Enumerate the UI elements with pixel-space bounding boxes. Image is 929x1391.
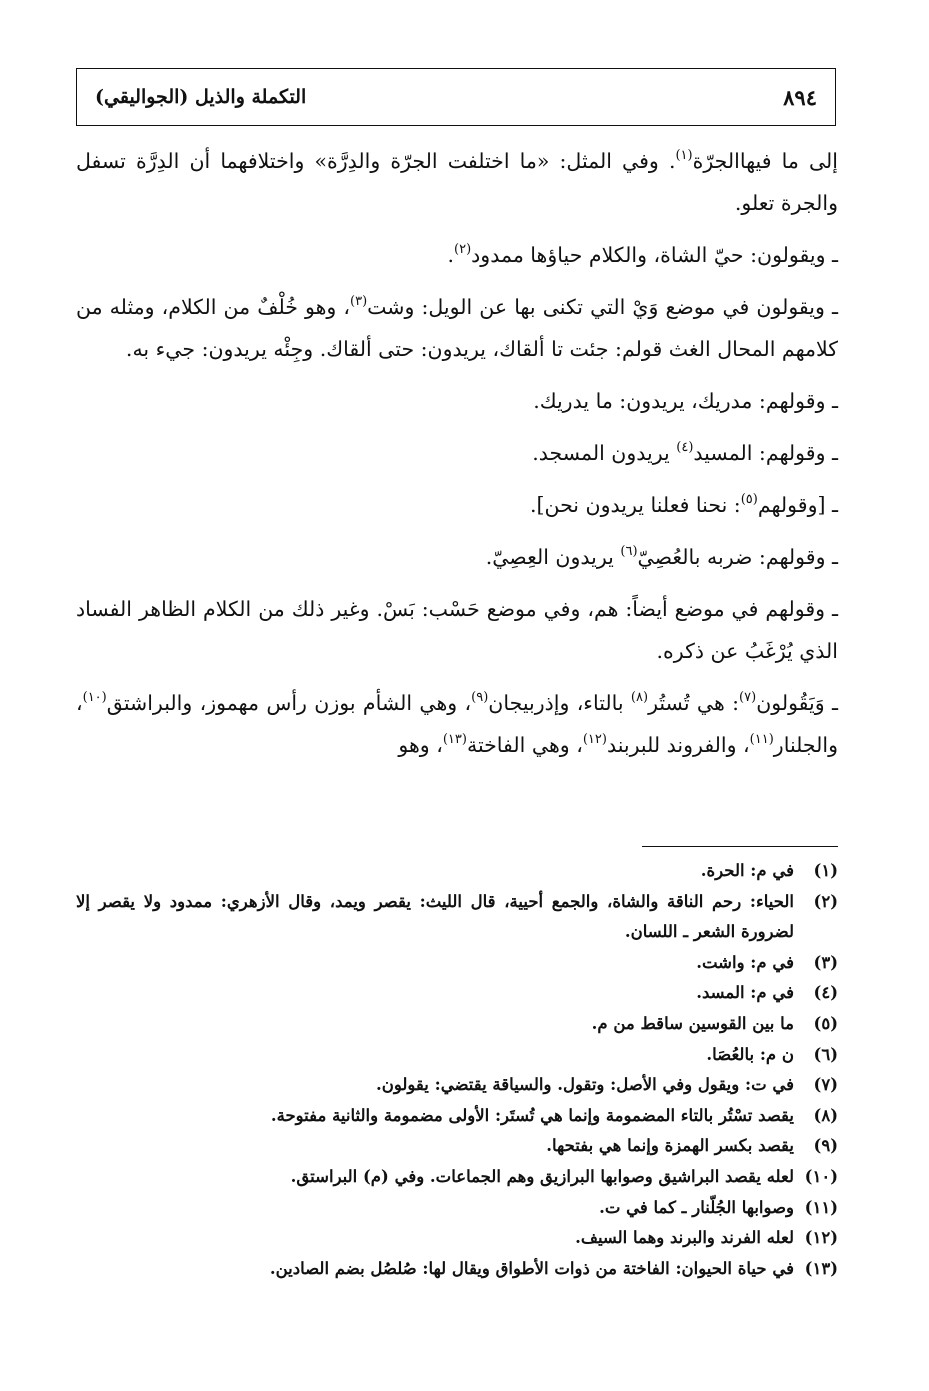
- footnote-separator: [642, 846, 838, 847]
- footnote: [76, 1040, 838, 1071]
- footnote-ref: (٣): [350, 294, 368, 309]
- footnote-text: وصوابها الجُلّنار ـ كما في ت.: [599, 1197, 794, 1217]
- footnotes: [76, 856, 838, 1284]
- footnote-ref: (٧): [739, 690, 757, 705]
- text-run: ـ ويقولون في موضع وَيْ التي تكنى بها عن الويل: وشت: [367, 295, 838, 319]
- footnote: [76, 978, 838, 1009]
- footnote-number: (٥): [813, 1013, 838, 1033]
- paragraph: [76, 140, 838, 224]
- footnote-text: الحياء: رحم الناقة والشاة، والجمع أحيية، قال الليث: يقصر ويمد، وقال الأزهري: ممدود ولا يقصر إلا لضرورة الشعر ـ اللسان.: [76, 891, 794, 942]
- footnote-text: في م: المسد.: [696, 983, 794, 1003]
- running-header: [76, 68, 836, 126]
- footnote: [76, 887, 838, 948]
- footnote-number: (٩): [813, 1136, 838, 1156]
- footnote-number: (١٢): [804, 1228, 838, 1248]
- footnote: [76, 1101, 838, 1132]
- footnote-text: في حياة الحيوان: الفاختة من ذوات الأطواق ويقال لها: صُلصُل بضم الصادين.: [269, 1258, 794, 1278]
- footnote-number: (٣): [813, 952, 838, 972]
- paragraph: [76, 484, 838, 526]
- paragraph: [76, 432, 838, 474]
- footnote-number: (١٠): [804, 1166, 838, 1186]
- footnote: [76, 1162, 838, 1193]
- footnote-number: (١٣): [804, 1258, 838, 1278]
- footnote-ref: (٥): [740, 492, 758, 507]
- text-run: ـ ويقولون: حيّ الشاة، والكلام حياؤها ممدود: [471, 243, 838, 267]
- text-run: ـ [وقولهم: [757, 493, 838, 517]
- text-run: ـ وقولهم في موضع أيضاً: هم، وفي موضع حَسْب: بَسْ. وغير ذلك من الكلام الظاهر الفساد الذي يُرْغَبُ عن ذكره.: [76, 597, 838, 663]
- footnote-ref: (٦): [620, 544, 638, 559]
- running-title: التكملة والذيل (الجواليقي): [95, 86, 307, 108]
- text-run: . وفي المثل: «ما اختلفت الجرّة والدِرَّة» واختلافهما أن الدِرَّة تسفل والجرة تعلو.: [76, 149, 838, 215]
- footnote-number: (٧): [813, 1075, 838, 1095]
- text-run: يريدون العِصِيّ.: [485, 545, 621, 569]
- footnote-ref: (٢): [454, 242, 472, 257]
- text-run: .: [447, 243, 455, 267]
- footnote: [76, 1254, 838, 1285]
- text-run: بالتاء، وإذربيجان: [488, 691, 631, 715]
- footnote-text: في م: الحرة.: [700, 861, 794, 880]
- text-run: ، وهو خُلْفٌ من الكلام، ومثله من كلامهم المحال الغث قولم: جئت تا ألقاك، يريدون: حتى ألقاك. وجِئْه يريدون: جيء به.: [76, 295, 838, 361]
- footnote-text: يقصد تسْتُر بالتاء المضمومة وإنما هي تُستَر: الأولى مضمومة والثانية مفتوحة.: [270, 1105, 794, 1125]
- page-number: ٨٩٤: [783, 84, 817, 110]
- footnote-text: ن م: بالعُصَا.: [706, 1044, 794, 1064]
- paragraph: [76, 588, 838, 672]
- footnote: [76, 856, 838, 887]
- paragraph: [76, 286, 838, 370]
- footnote-number: (٨): [813, 1105, 838, 1125]
- footnote-number: (١١): [804, 1197, 838, 1217]
- footnote-ref: (٤): [676, 440, 694, 455]
- text-run: ، والفروند للبربند: [606, 733, 750, 757]
- text-run: إلى ما فيهاالجرّة: [692, 149, 838, 173]
- footnote-ref: (١): [675, 148, 693, 163]
- footnote: [76, 1009, 838, 1040]
- text-run: ، وهي الفاختة: [466, 733, 583, 757]
- main-text: [76, 140, 838, 776]
- footnote-text: في م: واشت.: [696, 952, 794, 972]
- footnote-ref: (١١): [749, 732, 774, 747]
- footnote: [76, 1193, 838, 1224]
- footnote-ref: (١٢): [582, 732, 607, 747]
- footnote-ref: (٩): [471, 690, 489, 705]
- text-run: : نحنا فعلنا يريدون نحن].: [529, 493, 741, 517]
- paragraph: [76, 380, 838, 422]
- text-run: ـ وقولهم: ضربه بالعُصِيّ: [637, 545, 838, 569]
- text-run: ، والجلنار: [76, 691, 838, 757]
- footnote-number: (١): [813, 861, 838, 880]
- footnote-ref: (٨): [630, 690, 649, 705]
- footnote: [76, 948, 838, 979]
- footnote-text: لعله الفرند والبرند وهما السيف.: [575, 1228, 794, 1248]
- footnote: [76, 1070, 838, 1101]
- paragraph: [76, 536, 838, 578]
- footnote-text: في ت: ويقول وفي الأصل: وتقول. والسياقة يقتضي: يقولون.: [376, 1075, 794, 1095]
- footnote-text: لعله يقصد البراشيق وصوابها البرازيق وهم الجماعات. وفي (م) البراستق.: [290, 1166, 794, 1186]
- footnote-number: (٤): [813, 983, 838, 1003]
- paragraph: [76, 234, 838, 276]
- text-run: ـ وقولهم: المسيد: [693, 441, 838, 465]
- footnote-number: (٢): [813, 891, 838, 911]
- footnote: [76, 1223, 838, 1254]
- footnote-text: يقصد بكسر الهمزة وإنما هي بفتحها.: [546, 1136, 794, 1156]
- footnote-ref: (١٠): [82, 690, 107, 705]
- text-run: ـ وَيَقُولون: [756, 691, 838, 715]
- text-run: ، وهي الشأم بوزن رأس مهموز، والبراشتق: [106, 691, 472, 715]
- footnote-number: (٦): [813, 1044, 838, 1064]
- text-run: ، وهو: [398, 733, 443, 757]
- text-run: : هي تُستُر: [648, 691, 740, 715]
- paragraph: [76, 682, 838, 766]
- footnote: [76, 1131, 838, 1162]
- footnote-text: ما بين القوسين ساقط من م.: [591, 1013, 794, 1033]
- footnote-ref: (١٣): [442, 732, 467, 747]
- text-run: يريدون المسجد.: [532, 441, 677, 465]
- text-run: ـ وقولهم: مدريك، يريدون: ما يدريك.: [533, 389, 838, 413]
